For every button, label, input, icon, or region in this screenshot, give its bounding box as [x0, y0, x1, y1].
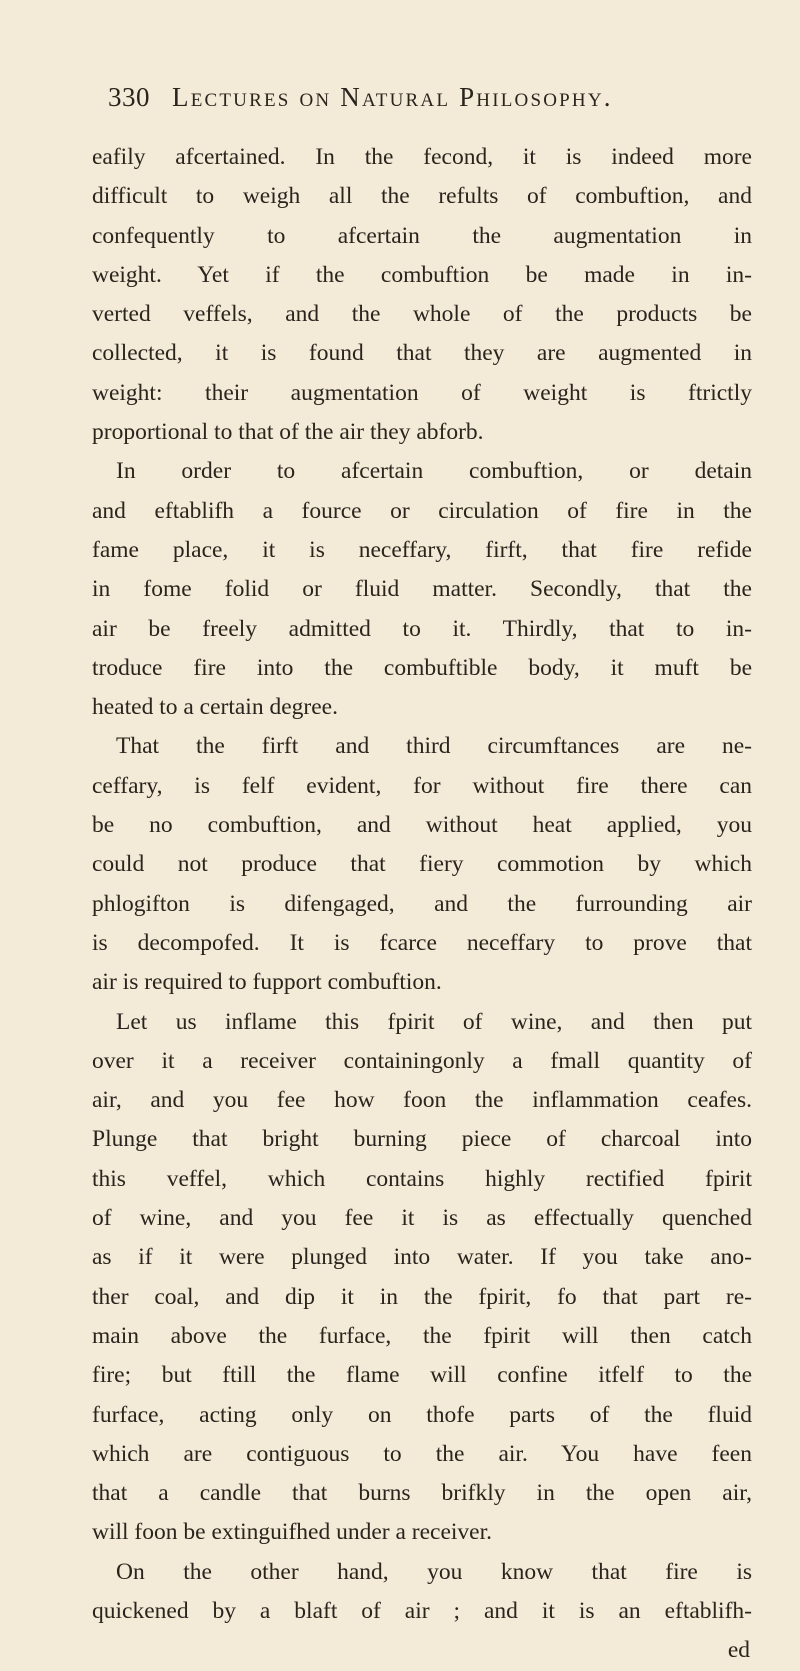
text-line: ceffary, is felf evident, for without fire there can [92, 772, 752, 799]
text-line: fire; but ftill the flame will confine itfelf to the [92, 1362, 752, 1389]
text-line: that a candle that burns brifkly in the open air, [92, 1480, 752, 1507]
text-line: Plunge that bright burning piece of charcoal into [92, 1126, 752, 1153]
text-line: quickened by a blaft of air ; and it is an eftablifh- [92, 1597, 752, 1624]
page-number: 330 [108, 82, 150, 112]
text-line: eafily afcertained. In the fecond, it is indeed more [92, 144, 752, 170]
text-line: collected, it is found that they are augmented in [92, 340, 752, 367]
text-line: be no combuftion, and without heat applied, you [92, 812, 752, 839]
text-line: in fome folid or fluid matter. Secondly, that the [92, 576, 752, 603]
text-line: difficult to weigh all the refults of combuftion, and [92, 183, 752, 210]
text-line: ther coal, and dip it in the fpirit, fo that part re- [92, 1283, 752, 1310]
text-line: verted veffels, and the whole of the products be [92, 301, 752, 328]
text-line: proportional to that of the air they abforb. [92, 419, 484, 446]
text-line: which are contiguous to the air. You have feen [92, 1440, 752, 1467]
text-line: air is required to fupport combuftion. [92, 969, 442, 996]
text-line: main above the furface, the fpirit will then catch [92, 1322, 752, 1349]
text-line: over it a receiver containingonly a fmall quantity of [92, 1047, 752, 1074]
paragraph-start: That the firft and third circumftances are ne- [116, 733, 752, 760]
text-line: air, and you fee how foon the inflammation ceafes. [92, 1087, 752, 1114]
catchword: ed [727, 1637, 750, 1664]
body-text [92, 138, 752, 1671]
text-line: phlogifton is difengaged, and the furrounding air [92, 890, 752, 917]
text-line: of wine, and you fee it is as effectually quenched [92, 1205, 752, 1232]
running-title: Lectures on Natural Philosophy. [172, 82, 613, 112]
paragraph-start: In order to afcertain combuftion, or detain [116, 458, 752, 485]
text-line: will foon be extinguifhed under a receiver. [92, 1519, 493, 1546]
paragraph-start: On the other hand, you know that fire is [116, 1558, 752, 1585]
text-line: furface, acting only on thofe parts of the fluid [92, 1401, 752, 1428]
text-line: heated to a certain degree. [92, 694, 338, 721]
text-line: as if it were plunged into water. If you take ano- [92, 1244, 752, 1271]
paragraph-start: Let us inflame this fpirit of wine, and then put [116, 1008, 752, 1035]
text-line: could not produce that fiery commotion by which [92, 851, 752, 878]
text-line: weight: their augmentation of weight is ftrictly [92, 379, 752, 406]
text-line: is decompofed. It is fcarce neceffary to prove that [92, 929, 752, 956]
text-line: weight. Yet if the combuftion be made in in- [92, 261, 752, 288]
page-header [108, 82, 728, 126]
text-line: fame place, it is neceffary, firft, that fire refide [92, 536, 752, 563]
text-line: and eftablifh a fource or circulation of fire in the [92, 497, 752, 524]
text-line: air be freely admitted to it. Thirdly, that to in- [92, 615, 752, 642]
text-line: confequently to afcertain the augmentation in [92, 222, 752, 249]
text-line: this veffel, which contains highly rectified fpirit [92, 1165, 752, 1192]
text-line: troduce fire into the combuftible body, it muft be [92, 654, 752, 681]
